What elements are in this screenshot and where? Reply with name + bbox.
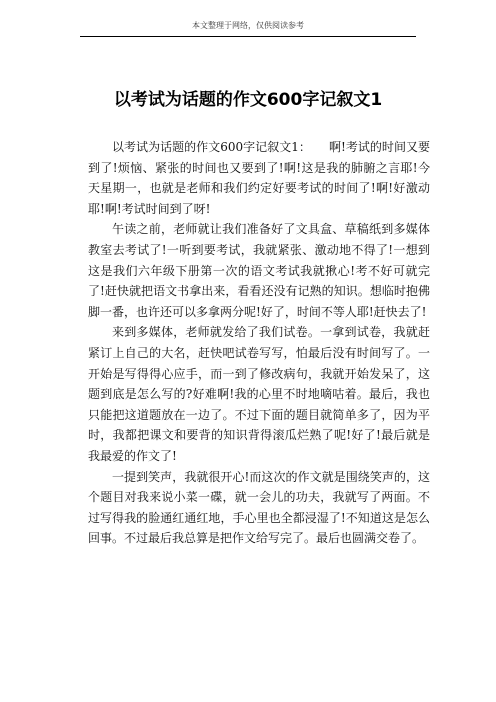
header-divider [80,36,416,37]
document-title: 以考试为话题的作文600字记叙文1 [113,90,383,111]
paragraph: 一提到笑声，我就很开心!而这次的作文就是围绕笑声的，这个题目对我来说小菜一碟，就一会儿的功夫，我就写了两面。不过写得我的脸通红通红地，手心里也全都浸湿了!不知道这是怎么回事。不过最后我总算是把作文给写完了。最后也圆满交卷了。 [88,469,430,546]
document-body [88,137,430,549]
page-header-notice: 本文整理于网络，仅供阅读参考 [192,21,304,30]
paragraph: 以考试为话题的作文600字记叙文1： 啊!考试的时间又要到了!烦恼、紧张的时间也又要到了!啊!这是我的肺腑之言耶!今天星期一，也就是老师和我们约定好要考试的时间了!啊!好激动耶!啊!考试时间到了呀! [88,140,430,216]
paragraph: 来到多媒体，老师就发给了我们试卷。一拿到试卷，我就赶紧订上自己的大名，赶快吧试卷写写，怕最后没有时间写了。一开始是写得得心应手，而一到了修改病句，我就开始发呆了，这题到底是怎么写的?好难啊!我的心里不时地嘀咕着。最后，我也只能把这道题放在一边了。不过下面的题目就简单多了，因为平时，我都把课文和要背的知识背得滚瓜烂熟了呢!好了!最后就是我最爱的作文了! [88,325,430,463]
paragraph: 午读之前，老师就让我们准备好了文具盒、草稿纸到多媒体教室去考试了!一听到要考试，我就紧张、激动地不得了!一想到这是我们六年级下册第一次的语文考试我就揪心!考不好可就完了!赶快就把语文书拿出来，看看还没有记熟的知识。想临时抱佛脚一番，也许还可以多拿两分呢!好了，时间不等人耶!赶快去了! [88,222,430,319]
